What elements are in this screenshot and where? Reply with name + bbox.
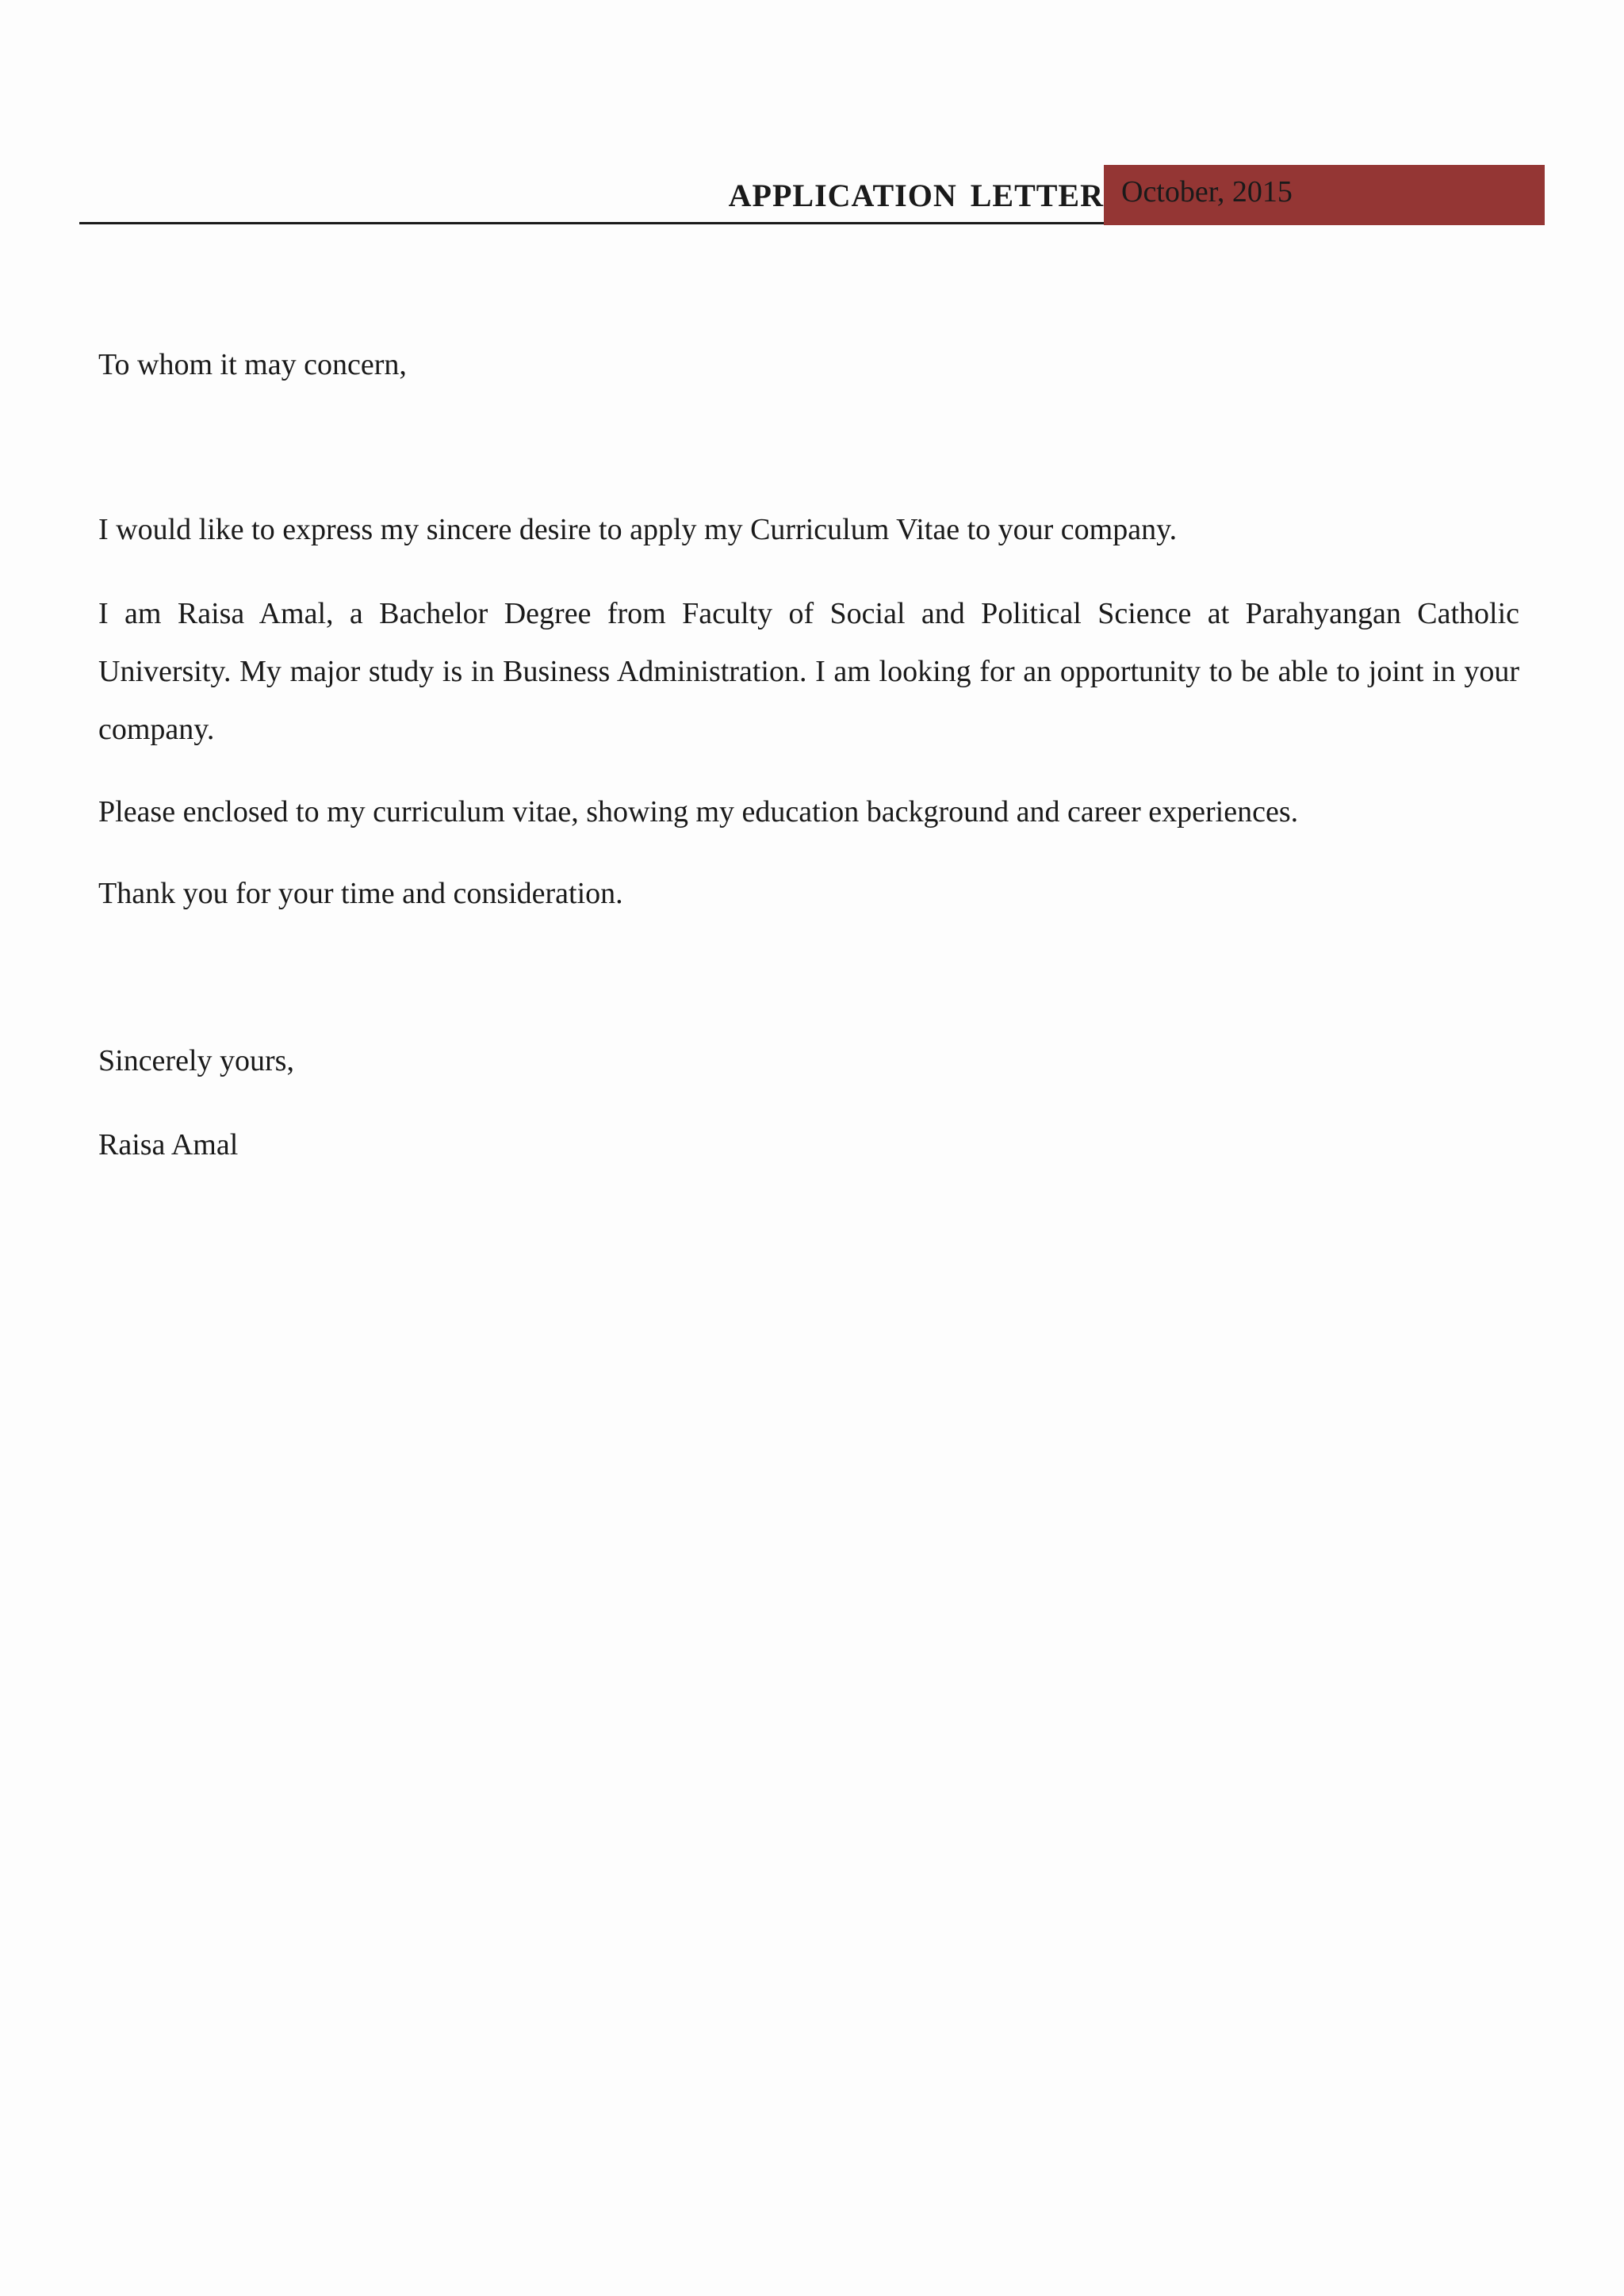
letter-header	[79, 165, 1545, 225]
closing: Sincerely yours,	[98, 1044, 294, 1077]
signature-name: Raisa Amal	[98, 1128, 239, 1161]
paragraph-enclosure: Please enclosed to my curriculum vitae, showing my education background and career experiences.	[98, 795, 1299, 828]
paragraph-intro: I would like to express my sincere desire to apply my Curriculum Vitae to your company.	[98, 513, 1178, 546]
header-rule	[79, 222, 1104, 224]
date-box: October, 2015	[1104, 165, 1545, 225]
salutation: To whom it may concern,	[98, 348, 407, 381]
paragraph-thanks: Thank you for your time and consideration.	[98, 877, 623, 910]
letter-title: APPLICATION LETTER	[728, 178, 1104, 213]
paragraph-background: I am Raisa Amal, a Bachelor Degree from Faculty of Social and Political Science at Parahyangan Catholic University. My major study is in Business Administration. I am looking for an opportunity to be able to joint in your company.	[98, 597, 1519, 746]
